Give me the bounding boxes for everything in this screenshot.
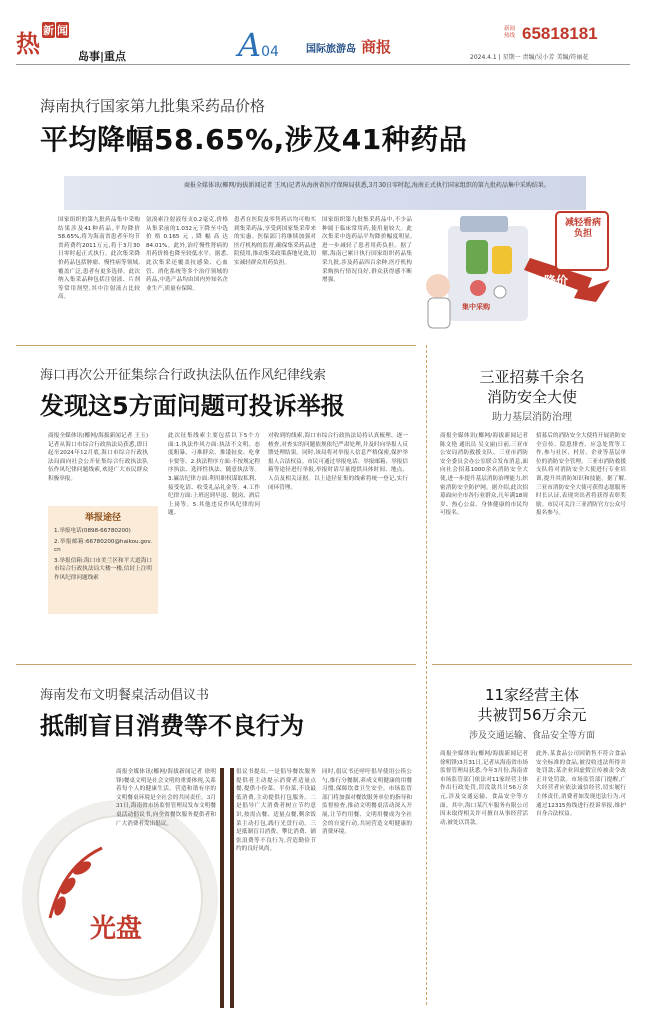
article2-headline: 发现这5方面问题可投诉举报 (40, 392, 345, 420)
report-box-item1: 1.举报电话(0898-66780200) (54, 528, 131, 534)
article1-illustration (420, 206, 620, 338)
hotline-label-line2: 热线 (504, 33, 516, 39)
article3-headline-line1: 三亚招募千余名 (479, 368, 585, 386)
article2-kicker: 海口再次公开征集综合行政执法队伍作风纪律线索 (40, 368, 327, 383)
divider-1 (16, 345, 416, 346)
illustration-box-label: 集中采购 (462, 303, 490, 311)
article1-col2: 氨溴索注射液每支0.2毫克,价格从集采前的1.032元下降至中选价格0.165元,降幅高达84.01%。此外,治疗慢性肾病的用药价格也降至较低水平。据悉,此次集采还覆盖抗感染、心血管、消化系统等多个治疗领域的药品,中选产品均由国内外知名企业生产,质量有保障。 (146, 217, 228, 292)
paper-name (306, 36, 391, 57)
hotline-number: 65818181 (522, 24, 598, 43)
article3-col1: 商报全媒体讯(椰网/海拔新闻记者 陈文艳 通讯员 吴文丽)日前,三亚市公安局消防救援支队、三亚市消防安全委员会办公室联合发布消息,面向社会招募1000余名消防安全大使,进一步提升基层消防治理能力,织密消防安全防护网。据介绍,此次招募面向全市各行业群众,凡年满18周岁、热心公益、身体健康的市民均可报名。 (440, 433, 528, 517)
divider-3 (432, 664, 632, 665)
article1-headline: 平均降幅58.65%,涉及41种药品 (40, 123, 468, 156)
article5-headline-line1: 11家经营主体 (484, 686, 580, 704)
page-letter: A (238, 26, 262, 64)
article5-col2: 此外,某食品公司因销售不符合食品安全标准的食品,被没收违法所得并处罚款;某企业因虚假宣传被责令改正并处罚款。市场监管部门提醒,广大经营者应依法诚信经营,切实履行主体责任,消费者如发现违法行为,可通过12315热线进行投诉举报,维护自身合法权益。 (536, 751, 626, 818)
logo-char-re: 热 (16, 29, 40, 58)
article1-col3: 患者在医院及零售药店均可购买到集采药品,享受到国家集采带来的实惠。医保部门将继续加强对医疗机构的监督,确保集采药品进院使用,推动集采政策落地见效,切实减轻群众用药负担。 (234, 217, 316, 266)
article3-col2: 招募后的消防安全大使将开展消防安全宣传、隐患排查、应急处置等工作,参与社区、村居、企业等基层单位的消防安全管理。三亚市消防救援支队将对消防安全大使进行专业培训,提升其消防知识和技能。据了解,三亚市消防安全大使可获得志愿服务时长认证,表现突出者将获得表彰奖励。市民可关注三亚消防官方公众号报名参与。 (536, 433, 626, 517)
report-box-item2: 2.举报邮箱:66780200@haikou.gov.cn (54, 538, 152, 554)
article-complaint-channels (0, 350, 420, 660)
illustration-arrow-label: 降价 (544, 274, 569, 288)
article4-col1: 倡议书提出,一是倡导餐饮服务提供者主动提示消费者适量点餐,提供小份菜、半份菜,不设最低消费,主动提供打包服务。二是倡导广大消费者树立节约意识,按需点餐、适量点餐,剩余饭菜主动打包,践行光盘行动。三是抵制盲目消费、攀比消费、铺张浪费等不良行为,营造勤俭节约的良好风尚。 (236, 769, 316, 853)
column-divider (426, 345, 427, 1005)
article4-headline: 抵制盲目消费等不良行为 (40, 712, 304, 740)
article2-col1: 此次征集线索主要包括以下5个方面:1.执法作风方面:执法不文明、态度粗暴、刁难群众、推诿扯皮、吃拿卡要等。2.执法程序方面:不按规定程序执法、选择性执法、随意执法等。3.廉洁纪律方面:利用职权谋取私利、接受吃请、收受礼品礼金等。4.工作纪律方面:上班迟到早退、脱岗、酒后上岗等。5.其他违反作风纪律的问题。 (168, 433, 260, 517)
section-logo (16, 22, 76, 56)
illustration-caption: 减轻看病负担 (564, 218, 601, 239)
article4-col2: 同时,倡议书还呼吁倡导使用公筷公勺,推行分餐制,养成文明健康的用餐习惯,保障饮食卫生安全。市场监管部门将加强对餐饮服务单位的指导和监督检查,推动文明餐桌活动深入开展,让节约用餐、文明用餐成为全社会的自觉行动,共同营造文明健康的消费环境。 (322, 769, 412, 836)
article5-col1: 商报全媒体讯(椰网/海拔新闻记者 徐明锋)3月31日,记者从海南省市场监督管理局获悉,今年3月份,海南省市场监管部门依法对11家经营主体作出行政处罚,罚没款共计56万余元,涉及交通运输、食品安全等方面。其中,海口某汽车服务有限公司因未取得相关许可擅自从事经营活动,被处以罚款。 (440, 751, 528, 826)
masthead-rule (16, 64, 630, 65)
article1-col1: 国家组织的第九批药品集中采购结果涉及41种药品,平均降价58.65%,将为海南省患者年均节省药费约2011万元,将于3月30日零时起正式执行。此次集采降价药品包括肿瘤、慢性病等领域,覆盖广泛,患者有更多选择。此次纳入集采品种包括注射液、片剂等常用剂型,其中注射液占比较高。 (58, 217, 140, 301)
article4-lead: 商报全媒体讯(椰网/海拔新闻记者 徐明锋)餐桌文明是社会文明的重要体现,关系着每个人的健康生活。营造和谐有序的文明餐桌环境是全社会的共同责任。3月31日,海南省市场监督管理局发布文明餐桌活动倡议书,向全省餐饮服务提供者和广大消费者发出倡议。 (116, 769, 216, 827)
hotline-label (504, 26, 515, 40)
article1-kicker: 海南执行国家第九批集采药品价格 (40, 97, 266, 115)
report-box-item3: 3.举报信箱:海口市美兰区和平大道海口市综合行政执法局大楼一楼,信封上注明作风纪律问题线索 (54, 557, 152, 581)
article5-subhead: 涉及交通运输、食品安全等方面 (468, 731, 595, 741)
article2-report-box (48, 506, 158, 614)
issue-info: 2024.4.1 | 星期一 责编/吴小芳 美编/符丽花 (470, 54, 589, 61)
divider-2 (16, 664, 416, 665)
page-digits: 04 (261, 44, 279, 60)
issue-designer: 美编/符丽花 (556, 54, 589, 61)
article3-headline-line2: 消防安全大使 (486, 388, 577, 406)
page-number (238, 26, 279, 62)
paper-name-cn: 国际旅游岛 (306, 44, 356, 55)
article-drug-procurement (0, 70, 646, 338)
report-box-title: 举报途径 (84, 513, 121, 523)
issue-editor: 责编/吴小芳 (522, 54, 555, 61)
paper-brand: 商报 (361, 38, 392, 56)
logo-char-xin: 新 (43, 24, 54, 37)
hotline-label-line1: 新闻 (504, 26, 516, 32)
article-fire-safety (432, 352, 632, 652)
article1-col4: 国家组织第九批集采药品中,不少品种属于临床常用药,使用量较大。此次集采中选药品平均降价幅度明显,进一步减轻了患者用药负担。据了解,海南已累计执行国家组织药品集采九批,涉及药品四百余种,医疗机构采购执行情况良好,群众获得感不断增强。 (322, 217, 412, 284)
article3-subhead: 助力基层消防治理 (492, 412, 572, 423)
article-civilized-dining (0, 670, 420, 1020)
article1-lead: 商报全媒体讯(椰网/海拔新闻记者 王凤)记者从海南省医疗保障局获悉,3月30日零时起,海南正式执行国家组织的第九批药品集中采购结果。 (184, 182, 550, 189)
article-business-fines (432, 670, 632, 1020)
article4-kicker: 海南发布文明餐桌活动倡议书 (40, 688, 210, 703)
plate-image (20, 768, 240, 1008)
issue-date: 2024.4.1 (470, 54, 497, 61)
article2-col2: 对收到的线索,海口市综合行政执法局将认真梳理、逐一核查,对查实的问题依规依纪严肃处理,并及时向举报人反馈处理结果。同时,该局将对举报人信息严格保密,保护举报人合法权益。市民可通过举报电话、举报邮箱、举报信箱等途径进行举报,举报时请尽量提供具体时间、地点、人员及相关证据。以上途径征集的线索将统一登记,实行闭环管理。 (268, 433, 408, 491)
article2-lead: 商报全媒体讯(椰网/海拔新闻记者 王玉)记者从海口市综合行政执法局获悉,即日起至2024年12月底,海口市综合行政执法局面向社会公开征集综合行政执法队伍作风纪律问题线索,欢迎广大市民群众积极举报。 (48, 433, 148, 482)
section-label: 岛事|重点 (78, 50, 127, 63)
article1-lead-box (64, 176, 586, 210)
logo-char-wen: 闻 (57, 24, 68, 37)
plate-word: 光盘 (90, 914, 143, 944)
masthead (0, 0, 646, 66)
article5-headline-line2: 共被罚56万余元 (477, 706, 587, 724)
issue-weekday: 星期一 (502, 54, 521, 61)
